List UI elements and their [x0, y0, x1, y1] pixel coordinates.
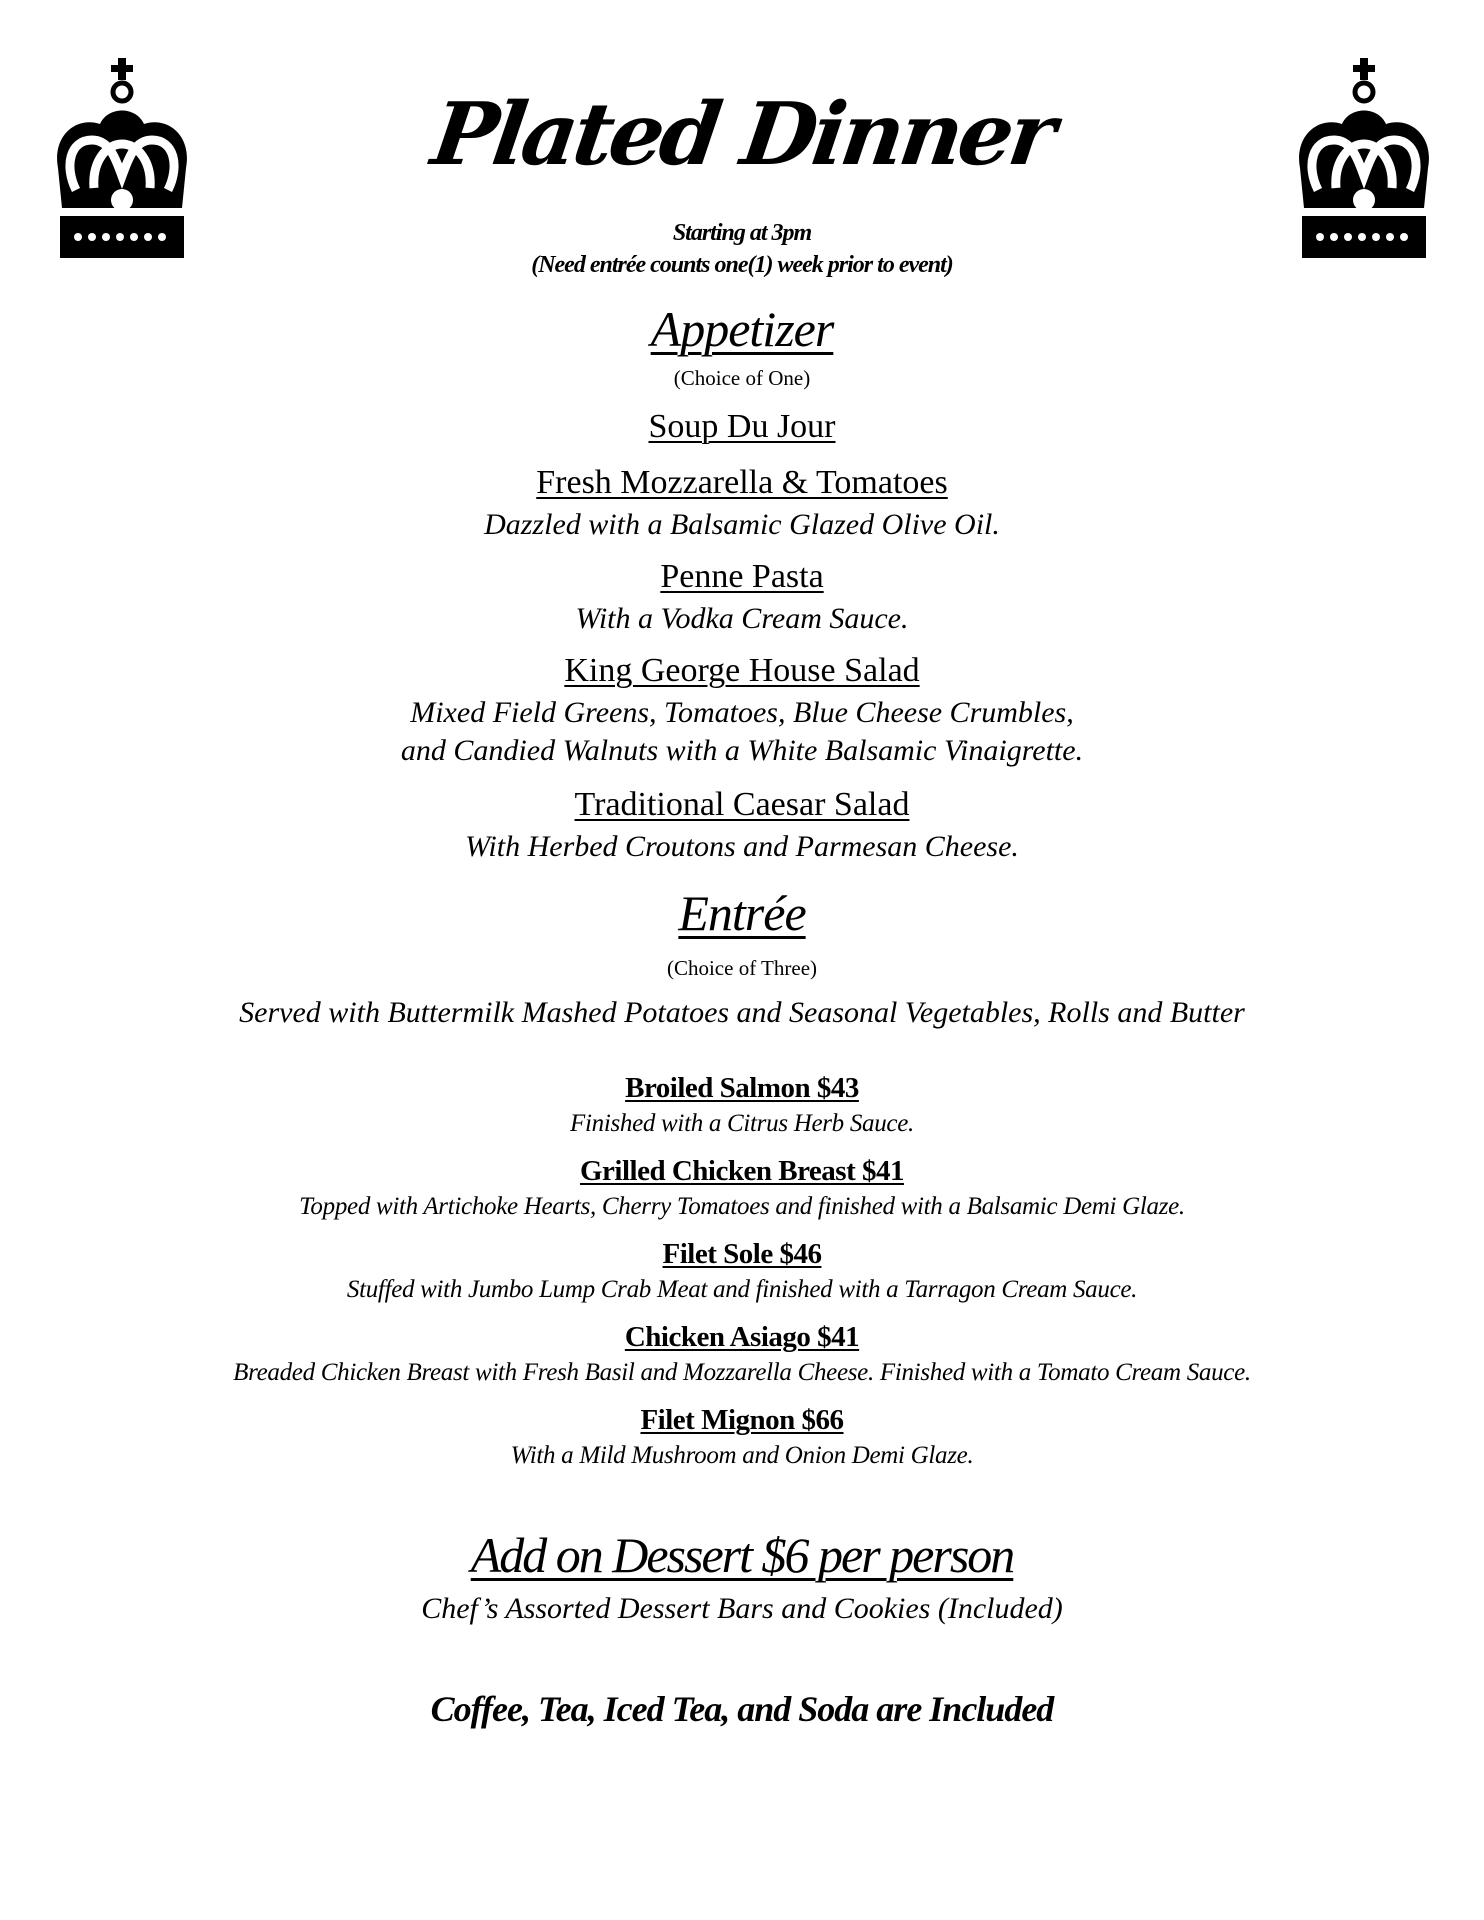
page-title: Plated Dinner	[426, 84, 1059, 185]
entree-item-name: Grilled Chicken Breast $41	[580, 1155, 904, 1187]
entree-item-name: Broiled Salmon $43	[625, 1072, 859, 1104]
dessert-desc: Chef’s Assorted Dessert Bars and Cookies (Included)	[421, 1592, 1063, 1625]
appetizer-item-desc: With a Vodka Cream Sauce.	[575, 602, 909, 635]
entree-item-desc: With a Mild Mushroom and Onion Demi Glaze.	[510, 1442, 974, 1469]
appetizer-heading: Appetizer	[650, 301, 834, 357]
appetizer-item-desc: With Herbed Croutons and Parmesan Cheese.	[465, 830, 1019, 863]
appetizer-item-desc: Mixed Field Greens, Tomatoes, Blue Cheese Crumbles,	[410, 696, 1074, 729]
entree-served-with: Served with Buttermilk Mashed Potatoes and Seasonal Vegetables, Rolls and Butter	[239, 996, 1245, 1029]
entree-item-name: Filet Mignon $66	[640, 1404, 844, 1436]
appetizer-item-desc: and Candied Walnuts with a White Balsamic Vinaigrette.	[400, 734, 1084, 767]
appetizer-item-name: King George House Salad	[564, 652, 920, 689]
entree-item-desc: Breaded Chicken Breast with Fresh Basil and Mozzarella Cheese. Finished with a Tomato Cream Sauce.	[233, 1359, 1251, 1386]
entree-item-name: Chicken Asiago $41	[624, 1321, 860, 1353]
appetizer-item-name: Fresh Mozzarella & Tomatoes	[536, 464, 948, 501]
appetizer-choice: (Choice of One)	[673, 366, 811, 390]
entree-item-desc: Finished with a Citrus Herb Sauce.	[570, 1110, 914, 1137]
entree-item-desc: Topped with Artichoke Hearts, Cherry Tomatoes and finished with a Balsamic Demi Glaze.	[299, 1193, 1185, 1220]
beverages-note: Coffee, Tea, Iced Tea, and Soda are Included	[430, 1689, 1054, 1729]
dessert-heading: Add on Dessert $6 per person	[470, 1527, 1014, 1583]
appetizer-item-name: Traditional Caesar Salad	[574, 786, 910, 823]
appetizer-item-name: Soup Du Jour	[648, 408, 836, 445]
appetizer-item-desc: Dazzled with a Balsamic Glazed Olive Oil.	[484, 508, 1000, 541]
entree-item-name: Filet Sole $46	[662, 1238, 822, 1270]
start-time: Starting at 3pm	[672, 220, 812, 246]
entree-choice: (Choice of Three)	[666, 956, 818, 980]
appetizer-item-name: Penne Pasta	[660, 558, 824, 595]
entree-count-note: (Need entrée counts one(1) week prior to event)	[531, 252, 953, 278]
entree-heading: Entrée	[678, 885, 806, 941]
entree-item-desc: Stuffed with Jumbo Lump Crab Meat and finished with a Tarragon Cream Sauce.	[346, 1276, 1138, 1303]
